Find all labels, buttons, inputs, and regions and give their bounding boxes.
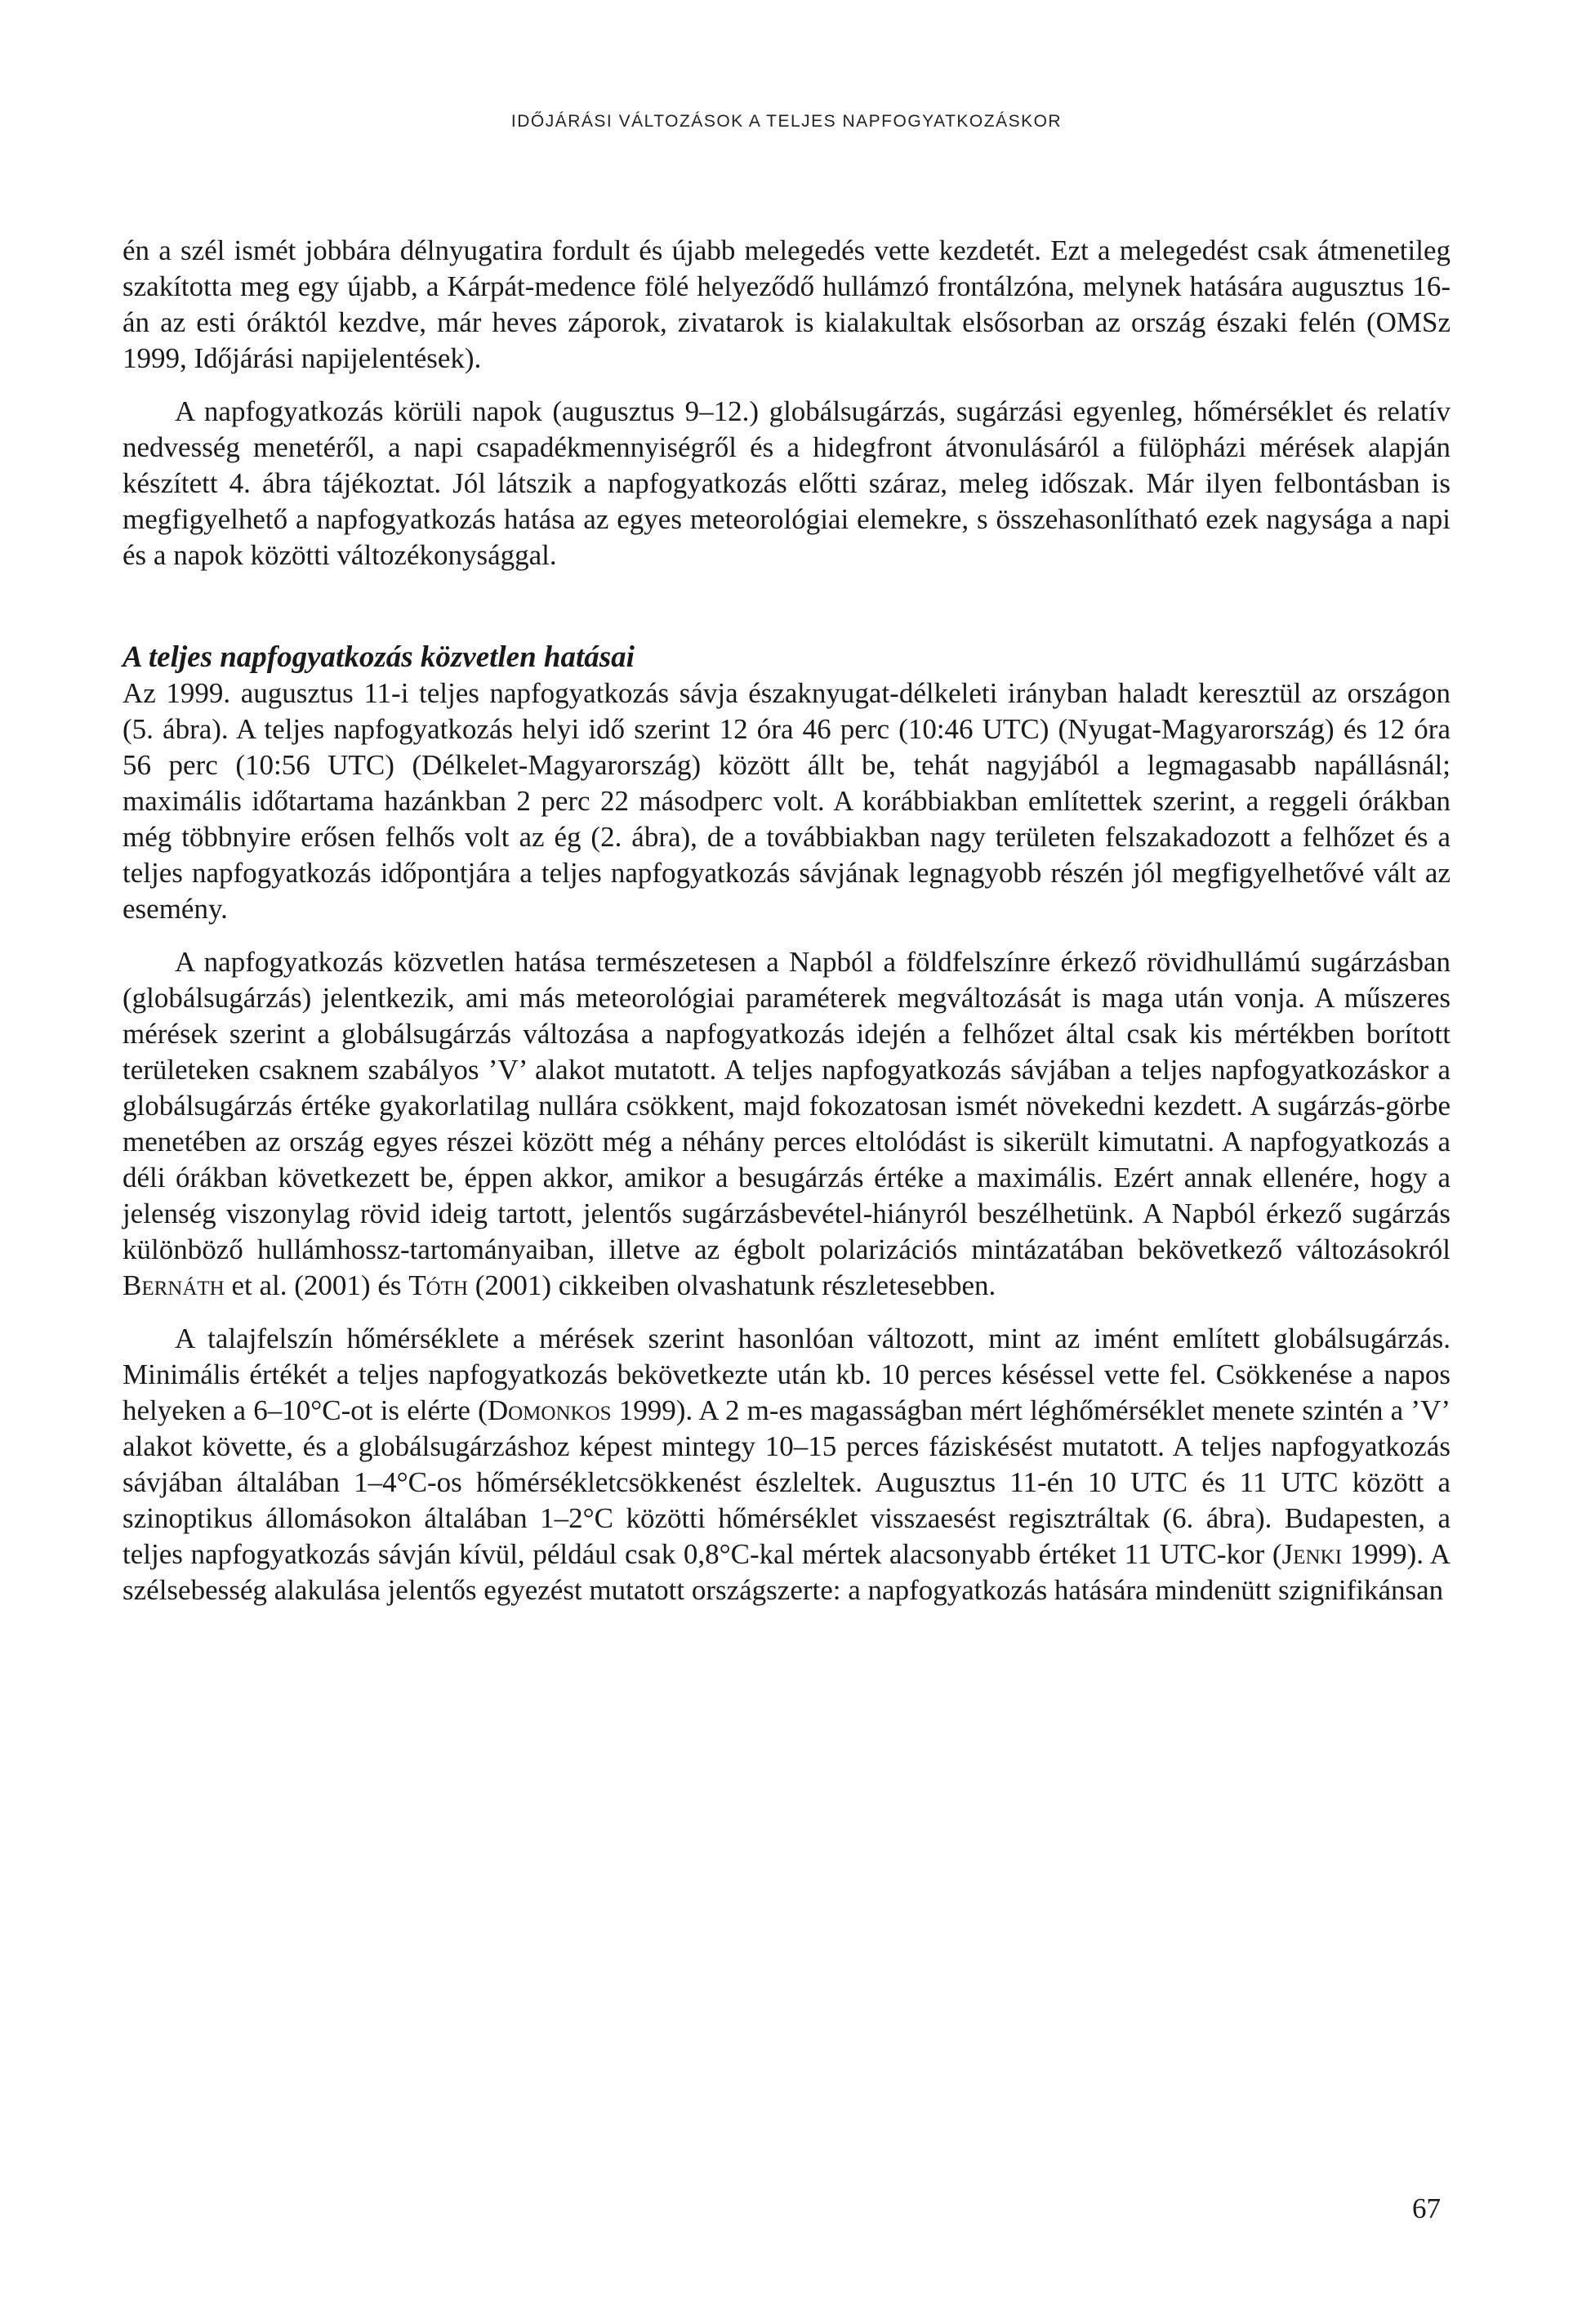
paragraph-text: A napfogyatkozás közvetlen hatása természetesen a Napból a földfelszínre érkező rövidhullámú sugárzásban (globálsugárzás) jelentkezik, ami más meteorológiai paraméterek megváltozását is maga után vonja. A műszeres mérések szerint a globálsugárzás változása a napfogyatkozás idején a felhőzet által csak kis mértékben borított területeken csaknem szabályos ’V’ alakot mutatott. A teljes napfogyatkozás sávjában a teljes napfogyatkozáskor a globálsugárzás értéke gyakorlatilag nullára csökkent, majd fokozatosan ismét növekedni kezdett. A sugárzás-görbe menetében az ország egyes részei között még a néhány perces eltolódást is sikerült kimutatni. A napfogyatkozás a déli órákban következett be, éppen akkor, amikor a besugárzás értéke a maximális. Ezért annak ellenére, hogy a jelenség viszonylag rövid ideig tartott, jelentős sugárzásbevétel-hiányról beszélhetünk. A Napból érkező sugárzás különböző hullámhossz-tartományaiban, illetve az égbolt polarizációs mintázatában bekövetkező változásokról xyxy=(123,946,1450,1265)
paragraph-text: et al. (2001) és xyxy=(231,1269,402,1301)
running-head: IDŐJÁRÁSI VÁLTOZÁSOK A TELJES NAPFOGYATKOZÁSKOR xyxy=(510,112,1063,131)
author-citation: Jenki xyxy=(1281,1538,1342,1570)
paragraph: A napfogyatkozás körüli napok (augusztus 9–12.) globálsugárzás, sugárzási egyenleg, hőmérséklet és relatív nedvesség menetéről, a napi csapadékmennyiségről és a hidegfront átvonulásáról a fülöpházi mérések alapján készített 4. ábra tájékoztat. Jól látszik a napfogyatkozás előtti száraz, meleg időszak. Már ilyen felbontásban is megfigyelhető a napfogyatkozás hatása az egyes meteorológiai elemekre, s összehasonlítható ezek nagysága a napi és a napok közötti változékonysággal. xyxy=(123,395,1450,571)
paragraph-text: A talajfelszín hőmérséklete a mérések szerint hasonlóan változott, mint az imént említett globálsugárzás. Minimális értékét a teljes napfogyatkozás bekövetkezte után kb. 10 perces késéssel vette fel. Csökkenése a napos helyeken a 6–10°C-ot is elérte ( xyxy=(123,1323,1450,1426)
author-citation: Tóth xyxy=(408,1269,468,1301)
page-number: 67 xyxy=(1412,2192,1441,2224)
paragraph xyxy=(123,1321,1450,1608)
body-text xyxy=(123,233,1450,1608)
paragraph xyxy=(123,944,1450,1304)
paragraph-continued: én a szél ismét jobbára délnyugatira fordult és újabb melegedés vette kezdetét. Ezt a melegedést csak átmenetileg szakította meg egy újabb, a Kárpát-medence fölé helyeződő hullámzó frontálzóna, melynek hatására augusztus 16-án az esti óráktól kezdve, már heves záporok, zivatarok is kialakultak elsősorban az ország északi felén (OMSz 1999, Időjárási napijelentések). xyxy=(123,234,1450,374)
author-citation: Bernáth xyxy=(123,1269,225,1301)
author-citation: Domonkos xyxy=(487,1394,612,1426)
paragraph-text: 1999). A 2 m-es magasságban mért léghőmérséklet menete szintén a ’V’ alakot követte, és a globálsugárzáshoz képest mintegy 10–15 perces fáziskésést mutatott. A teljes napfogyatkozás sávjában általában 1–4°C-os hőmérsékletcsökkenést észleltek. Augusztus 11-én 10 UTC és 11 UTC között a szinoptikus állomásokon általában 1–2°C közötti hőmérséklet visszaesést regisztráltak (6. ábra). Budapesten, a teljes napfogyatkozás sávján kívül, például csak 0,8°C-kal mértek alacsonyabb értéket 11 UTC-kor ( xyxy=(123,1394,1451,1570)
paragraph-text: 1999). A szélsebesség alakulása jelentős egyezést mutatott országszerte: a napfogyatkozás hatására mindenütt szignifikánsan xyxy=(123,1538,1451,1606)
paragraph-text: (2001) cikkeiben olvashatunk részletesebben. xyxy=(475,1269,996,1301)
section-heading: A teljes napfogyatkozás közvetlen hatásai xyxy=(123,640,635,674)
paragraph: Az 1999. augusztus 11-i teljes napfogyatkozás sávja északnyugat-délkeleti irányban haladt keresztül az országon (5. ábra). A teljes napfogyatkozás helyi idő szerint 12 óra 46 perc (10:46 UTC) (Nyugat-Magyarország) és 12 óra 56 perc (10:56 UTC) (Délkelet-Magyarország) között állt be, tehát nagyjából a legmagasabb napállásnál; maximális időtartama hazánkban 2 perc 22 másodperc volt. A korábbiakban említettek szerint, a reggeli órákban még többnyire erősen felhős volt az ég (2. ábra), de a továbbiakban nagy területen felszakadozott a felhőzet és a teljes napfogyatkozás időpontjára a teljes napfogyatkozás sávjának legnagyobb részén jól megfigyelhetővé vált az esemény. xyxy=(123,677,1450,925)
